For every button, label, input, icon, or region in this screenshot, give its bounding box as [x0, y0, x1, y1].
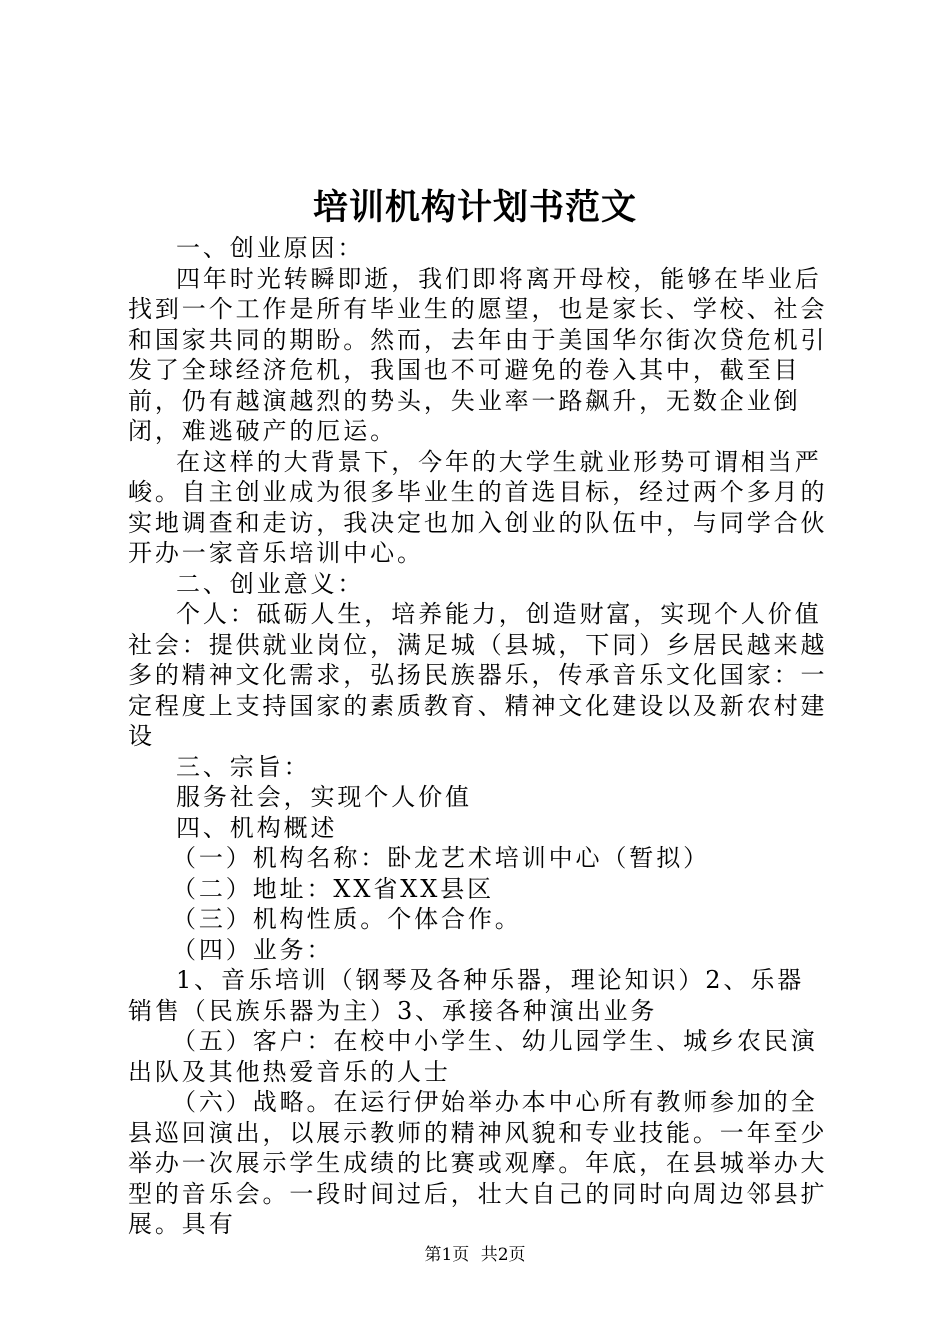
- section-heading-purpose: 三、宗旨：: [176, 752, 311, 781]
- section-heading-significance: 二、创业意义：: [176, 569, 365, 598]
- item-business: 1、音乐培训（钢琴及各种乐器，理论知识）2、乐器销售（民族乐器为主）3、承接各种演出业务: [128, 966, 805, 1025]
- item-customers: （五）客户：在校中小学生、幼儿园学生、城乡农民演出队及其他热爱音乐的人士: [128, 1027, 818, 1086]
- paragraph-reason-2: 在这样的大背景下，今年的大学生就业形势可谓相当严峻。自主创业成为很多毕业生的首选目标，经过两个多月的实地调查和走访，我决定也加入创业的队伍中，与同学合伙开办一家音乐培训中心。: [128, 447, 828, 567]
- page-footer: [0, 1243, 950, 1267]
- item-address: （二）地址：XX省XX县区: [172, 874, 495, 903]
- item-name: （一）机构名称：卧龙艺术培训中心（暂拟）: [172, 844, 710, 872]
- item-nature: （三）机构性质。个体合作。: [172, 905, 522, 933]
- item-strategy: （六）战略。在运行伊始举办本中心所有教师参加的全县巡回演出，以展示教师的精神风貌和专业技能。一年至少举办一次展示学生成绩的比赛或观摩。年底，在县城举办大型的音乐会。一段时间过后，壮大自己的同时向周边邻县扩展。具有: [128, 1088, 828, 1238]
- paragraph-reason-1: 四年时光转瞬即逝，我们即将离开母校，能够在毕业后找到一个工作是所有毕业生的愿望，也是家长、学校、社会和国家共同的期盼。然而，去年由于美国华尔街次贷危机引发了全球经济危机，我国也不可避免的卷入其中，截至目前，仍有越演越烈的势头，失业率一路飙升，无数企业倒闭，难逃破产的厄运。: [128, 264, 828, 445]
- document-body: [128, 233, 828, 1240]
- page-total: 共2页: [480, 1245, 526, 1265]
- section-heading-overview: 四、机构概述: [176, 813, 338, 842]
- paragraph-significance: 个人：砥砺人生，培养能力，创造财富，实现个人价值社会：提供就业岗位，满足城（县城，下同）乡居民越来越多的精神文化需求，弘扬民族器乐，传承音乐文化国家：一定程度上支持国家的素质教育、精神文化建设以及新农村建设: [128, 600, 828, 750]
- item-business-heading: （四）业务：: [172, 935, 334, 964]
- paragraph-purpose: 服务社会，实现个人价值: [176, 783, 472, 811]
- section-heading-reason: 一、创业原因：: [176, 234, 365, 262]
- page-number: 第1页: [424, 1245, 470, 1265]
- document-title: 培训机构计划书范文: [312, 187, 637, 228]
